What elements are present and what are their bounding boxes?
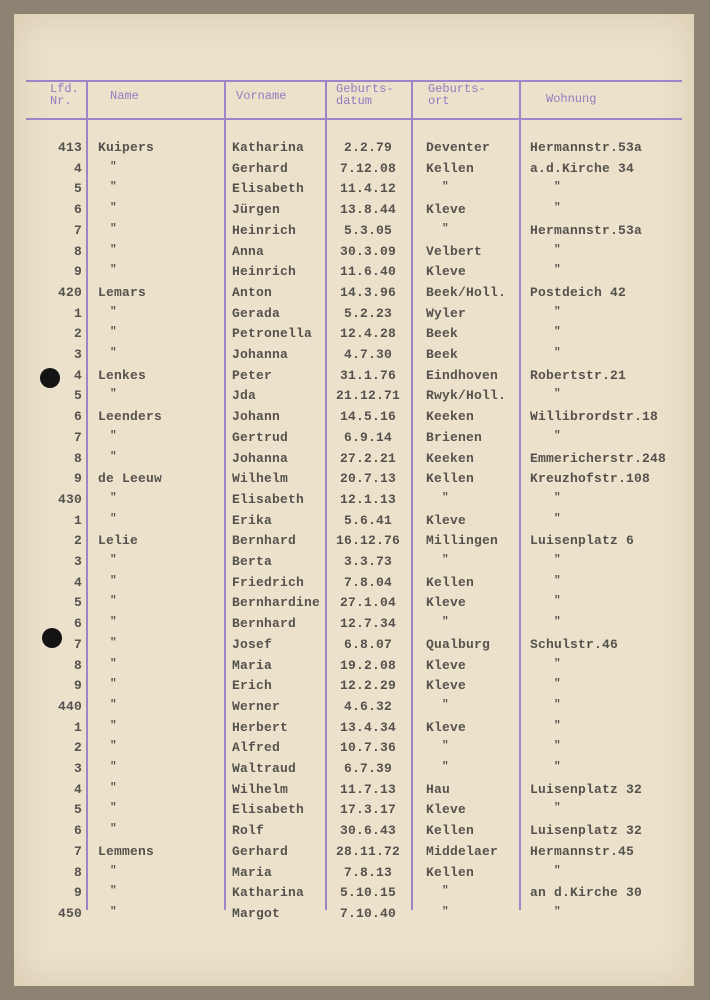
row-geburtsort: " xyxy=(442,698,449,711)
row-geburtsdatum: 11.4.12 xyxy=(339,181,396,197)
row-wohnung: " xyxy=(554,698,561,711)
row-number: 440 xyxy=(57,698,82,714)
row-vorname: Werner xyxy=(232,698,281,714)
row-vorname: Friedrich xyxy=(232,574,305,590)
row-geburtsort: Hau xyxy=(426,781,451,797)
row-wohnung: " xyxy=(554,802,561,815)
row-wohnung: Hermannstr.53a xyxy=(530,222,643,238)
row-vorname: Erika xyxy=(232,512,273,528)
row-wohnung: Postdeich 42 xyxy=(530,284,627,300)
row-geburtsdatum: 21.12.71 xyxy=(335,388,400,404)
row-geburtsdatum: 19.2.08 xyxy=(339,657,396,673)
row-number: 9 xyxy=(73,471,82,487)
row-name: Lemars xyxy=(98,284,147,300)
row-vorname: Gerhard xyxy=(232,160,289,176)
row-number: 413 xyxy=(57,140,82,155)
row-vorname: Wilhelm xyxy=(232,471,289,487)
row-vorname: Gerada xyxy=(232,305,281,321)
row-wohnung: " xyxy=(554,864,561,877)
row-number: 9 xyxy=(73,885,82,901)
row-geburtsdatum: 13.4.34 xyxy=(339,719,396,735)
row-vorname: Maria xyxy=(232,864,273,880)
row-number: 2 xyxy=(73,533,82,549)
table-row xyxy=(0,513,710,533)
row-geburtsdatum: 5.10.15 xyxy=(339,885,396,901)
row-name: " xyxy=(110,202,117,215)
row-vorname: Anton xyxy=(232,284,273,300)
table-row xyxy=(0,244,710,264)
row-wohnung: " xyxy=(554,554,561,566)
row-vorname: Elisabeth xyxy=(232,181,305,197)
row-vorname: Bernhardine xyxy=(232,595,321,611)
row-geburtsort: Keeken xyxy=(426,409,475,425)
row-name: " xyxy=(110,554,117,566)
row-geburtsort: Kleve xyxy=(426,595,467,611)
row-name: " xyxy=(110,823,117,836)
row-wohnung: " xyxy=(554,678,561,691)
row-geburtsdatum: 12.2.29 xyxy=(339,678,396,694)
row-name: " xyxy=(110,450,117,463)
row-vorname: Katharina xyxy=(232,885,305,901)
row-name: " xyxy=(110,264,117,277)
row-wohnung: " xyxy=(554,305,561,318)
table-row xyxy=(0,844,710,864)
row-name: Leenders xyxy=(98,409,163,425)
row-wohnung: Luisenplatz 6 xyxy=(530,533,635,549)
row-wohnung: " xyxy=(554,595,561,608)
row-geburtsdatum: 4.7.30 xyxy=(343,347,392,362)
row-number: 5 xyxy=(73,388,82,404)
table-row xyxy=(0,347,710,367)
row-geburtsdatum: 28.11.72 xyxy=(335,843,400,859)
row-geburtsdatum: 12.1.13 xyxy=(339,491,396,507)
row-number: 420 xyxy=(57,284,82,300)
row-name: " xyxy=(110,491,117,504)
table-row xyxy=(0,451,710,471)
row-geburtsdatum: 14.3.96 xyxy=(339,284,396,300)
row-geburtsort: Kleve xyxy=(426,264,467,280)
row-vorname: Bernhard xyxy=(232,533,297,549)
row-geburtsdatum: 20.7.13 xyxy=(339,471,396,487)
row-wohnung: " xyxy=(554,574,561,587)
row-geburtsort: Kleve xyxy=(426,678,467,694)
row-wohnung: Hermannstr.45 xyxy=(530,843,635,859)
row-number: 4 xyxy=(73,574,82,590)
row-geburtsort: Kellen xyxy=(426,160,475,176)
row-geburtsort: Wyler xyxy=(426,305,467,321)
header-geburtsdatum: Geburts- datum xyxy=(336,82,394,108)
row-geburtsdatum: 12.7.34 xyxy=(339,616,396,632)
row-geburtsdatum: 6.8.07 xyxy=(343,636,392,652)
row-name: Lenkes xyxy=(98,367,147,383)
table-row xyxy=(0,616,710,636)
row-vorname: Peter xyxy=(232,367,273,383)
row-name: " xyxy=(110,864,117,877)
header-bottom-rule xyxy=(26,118,682,120)
row-geburtsort: Middelaer xyxy=(426,843,499,859)
row-geburtsdatum: 7.10.40 xyxy=(339,905,396,921)
row-wohnung: Hermannstr.53a xyxy=(530,140,643,155)
row-wohnung: an d.Kirche 30 xyxy=(530,885,643,901)
row-name: de Leeuw xyxy=(98,471,163,487)
row-wohnung: Luisenplatz 32 xyxy=(530,823,643,839)
row-geburtsort: Deventer xyxy=(426,140,491,155)
row-geburtsort: Kellen xyxy=(426,823,475,839)
row-wohnung: " xyxy=(554,326,561,339)
row-wohnung: " xyxy=(554,761,561,773)
row-vorname: Erich xyxy=(232,678,273,694)
row-number: 7 xyxy=(73,843,82,859)
row-geburtsdatum: 13.8.44 xyxy=(339,202,396,218)
row-name: " xyxy=(110,885,117,898)
table-row xyxy=(0,740,710,760)
row-vorname: Rolf xyxy=(232,823,265,839)
row-wohnung: " xyxy=(554,429,561,442)
row-number: 6 xyxy=(73,202,82,218)
row-geburtsort: " xyxy=(442,740,449,753)
table-row xyxy=(0,865,710,885)
header-wohnung: Wohnung xyxy=(546,92,597,106)
row-number: 7 xyxy=(73,636,82,652)
row-name: Kuipers xyxy=(98,140,155,155)
table-row xyxy=(0,554,710,574)
row-geburtsdatum: 11.7.13 xyxy=(339,781,396,797)
row-wohnung: " xyxy=(554,740,561,753)
row-number: 3 xyxy=(73,761,82,776)
row-name: " xyxy=(110,326,117,339)
row-number: 8 xyxy=(73,450,82,466)
row-geburtsdatum: 6.9.14 xyxy=(343,429,392,445)
row-number: 8 xyxy=(73,864,82,880)
row-name: " xyxy=(110,657,117,670)
row-geburtsdatum: 16.12.76 xyxy=(335,533,400,549)
row-geburtsdatum: 30.3.09 xyxy=(339,243,396,259)
row-vorname: Waltraud xyxy=(232,761,297,776)
row-name: " xyxy=(110,719,117,732)
row-vorname: Jda xyxy=(232,388,257,404)
row-vorname: Berta xyxy=(232,554,273,569)
row-name: " xyxy=(110,636,117,649)
row-wohnung: " xyxy=(554,202,561,215)
header-name: Name xyxy=(110,89,139,103)
row-vorname: Katharina xyxy=(232,140,305,155)
row-geburtsort: " xyxy=(442,885,449,898)
row-geburtsdatum: 11.6.40 xyxy=(339,264,396,280)
row-geburtsdatum: 4.6.32 xyxy=(343,698,392,714)
row-number: 4 xyxy=(73,160,82,176)
row-wohnung: Kreuzhofstr.108 xyxy=(530,471,651,487)
row-wohnung: " xyxy=(554,616,561,629)
row-geburtsort: Beek/Holl. xyxy=(426,284,507,300)
row-name: " xyxy=(110,698,117,711)
row-wohnung: Emmericherstr.248 xyxy=(530,450,667,466)
row-geburtsort: " xyxy=(442,905,449,918)
row-vorname: Wilhelm xyxy=(232,781,289,797)
row-number: 1 xyxy=(73,719,82,735)
table-row xyxy=(0,637,710,657)
row-number: 5 xyxy=(73,181,82,197)
table-row xyxy=(0,823,710,843)
table-row xyxy=(0,223,710,243)
row-name: " xyxy=(110,616,117,629)
row-vorname: Elisabeth xyxy=(232,802,305,818)
row-number: 6 xyxy=(73,823,82,839)
row-vorname: Heinrich xyxy=(232,222,297,238)
row-name: " xyxy=(110,305,117,318)
row-name: " xyxy=(110,802,117,815)
row-number: 6 xyxy=(73,616,82,632)
row-number: 430 xyxy=(57,491,82,507)
row-wohnung: " xyxy=(554,347,561,359)
row-number: 5 xyxy=(73,595,82,611)
table-row xyxy=(0,678,710,698)
row-vorname: Johanna xyxy=(232,347,289,362)
row-number: 9 xyxy=(73,264,82,280)
row-geburtsort: Keeken xyxy=(426,450,475,466)
row-name: " xyxy=(110,595,117,608)
table-row xyxy=(0,368,710,388)
table-row xyxy=(0,181,710,201)
row-geburtsort: Kleve xyxy=(426,512,467,528)
row-vorname: Johanna xyxy=(232,450,289,466)
table-row xyxy=(0,140,710,160)
table-row xyxy=(0,306,710,326)
row-geburtsort: Eindhoven xyxy=(426,367,499,383)
row-name: " xyxy=(110,781,117,794)
row-wohnung: Schulstr.46 xyxy=(530,636,619,652)
row-wohnung: " xyxy=(554,719,561,732)
header-lfd-nr: Lfd. Nr. xyxy=(50,82,79,108)
row-number: 4 xyxy=(73,781,82,797)
row-geburtsdatum: 31.1.76 xyxy=(339,367,396,383)
row-geburtsdatum: 17.3.17 xyxy=(339,802,396,818)
table-row xyxy=(0,575,710,595)
row-geburtsdatum: 10.7.36 xyxy=(339,740,396,756)
row-geburtsort: Kellen xyxy=(426,864,475,880)
table-row xyxy=(0,761,710,781)
table-row xyxy=(0,885,710,905)
row-wohnung: a.d.Kirche 34 xyxy=(530,160,635,176)
row-name: " xyxy=(110,429,117,442)
row-geburtsdatum: 2.2.79 xyxy=(343,140,392,155)
table-row xyxy=(0,285,710,305)
row-vorname: Gertrud xyxy=(232,429,289,445)
row-wohnung: Robertstr.21 xyxy=(530,367,627,383)
row-vorname: Johann xyxy=(232,409,281,425)
row-geburtsort: Brienen xyxy=(426,429,483,445)
row-name: " xyxy=(110,574,117,587)
row-geburtsort: " xyxy=(442,491,449,504)
row-name: " xyxy=(110,905,117,918)
row-name: " xyxy=(110,388,117,401)
row-name: " xyxy=(110,243,117,256)
row-vorname: Herbert xyxy=(232,719,289,735)
row-geburtsort: Beek xyxy=(426,347,459,362)
row-number: 1 xyxy=(73,512,82,528)
row-geburtsort: " xyxy=(442,222,449,235)
row-number: 8 xyxy=(73,243,82,259)
row-geburtsort: Millingen xyxy=(426,533,499,549)
row-wohnung: " xyxy=(554,491,561,504)
table-row xyxy=(0,699,710,719)
row-geburtsdatum: 3.3.73 xyxy=(343,554,392,569)
row-wohnung: " xyxy=(554,905,561,918)
row-vorname: Anna xyxy=(232,243,265,259)
row-wohnung: " xyxy=(554,657,561,670)
row-number: 9 xyxy=(73,678,82,694)
row-geburtsdatum: 5.6.41 xyxy=(343,512,392,528)
row-wohnung: Willibrordstr.18 xyxy=(530,409,659,425)
row-name: " xyxy=(110,512,117,525)
row-name: Lelie xyxy=(98,533,139,549)
row-vorname: Josef xyxy=(232,636,273,652)
row-number: 1 xyxy=(73,305,82,321)
row-geburtsort: Kleve xyxy=(426,657,467,673)
table-row xyxy=(0,906,710,926)
row-wohnung: " xyxy=(554,181,561,194)
row-number: 5 xyxy=(73,802,82,818)
row-number: 7 xyxy=(73,222,82,238)
table-row xyxy=(0,802,710,822)
row-number: 450 xyxy=(57,905,82,921)
table-row xyxy=(0,782,710,802)
row-geburtsdatum: 7.8.13 xyxy=(343,864,392,880)
row-geburtsort: " xyxy=(442,554,449,566)
header-geburtsort: Geburts- ort xyxy=(428,82,486,108)
table-row xyxy=(0,264,710,284)
row-number: 3 xyxy=(73,554,82,569)
row-vorname: Bernhard xyxy=(232,616,297,632)
row-vorname: Gerhard xyxy=(232,843,289,859)
row-wohnung: " xyxy=(554,388,561,401)
table-row xyxy=(0,388,710,408)
row-name: Lemmens xyxy=(98,843,155,859)
row-number: 4 xyxy=(73,367,82,383)
table-row xyxy=(0,658,710,678)
table-row xyxy=(0,533,710,553)
row-geburtsort: " xyxy=(442,616,449,629)
row-wohnung: " xyxy=(554,264,561,277)
row-geburtsdatum: 7.8.04 xyxy=(343,574,392,590)
table-row xyxy=(0,430,710,450)
table-row xyxy=(0,595,710,615)
row-name: " xyxy=(110,160,117,173)
row-geburtsdatum: 7.12.08 xyxy=(339,160,396,176)
row-vorname: Alfred xyxy=(232,740,281,756)
row-geburtsort: Qualburg xyxy=(426,636,491,652)
row-number: 8 xyxy=(73,657,82,673)
row-name: " xyxy=(110,347,117,359)
row-geburtsdatum: 6.7.39 xyxy=(343,761,392,776)
row-geburtsort: Kleve xyxy=(426,719,467,735)
table-row xyxy=(0,326,710,346)
row-vorname: Jürgen xyxy=(232,202,281,218)
row-wohnung: " xyxy=(554,243,561,256)
row-name: " xyxy=(110,761,117,773)
row-vorname: Margot xyxy=(232,905,281,921)
table-row xyxy=(0,492,710,512)
row-vorname: Elisabeth xyxy=(232,491,305,507)
row-vorname: Heinrich xyxy=(232,264,297,280)
row-geburtsort: Kellen xyxy=(426,471,475,487)
row-vorname: Maria xyxy=(232,657,273,673)
row-name: " xyxy=(110,740,117,753)
row-number: 3 xyxy=(73,347,82,362)
row-geburtsort: Beek xyxy=(426,326,459,342)
row-geburtsort: Rwyk/Holl. xyxy=(426,388,507,404)
row-geburtsdatum: 30.6.43 xyxy=(339,823,396,839)
row-number: 7 xyxy=(73,429,82,445)
table-row xyxy=(0,161,710,181)
row-geburtsort: Velbert xyxy=(426,243,483,259)
table-row xyxy=(0,202,710,222)
row-geburtsort: " xyxy=(442,761,449,773)
table-row xyxy=(0,471,710,491)
row-name: " xyxy=(110,678,117,691)
row-geburtsdatum: 12.4.28 xyxy=(339,326,396,342)
row-geburtsort: Kleve xyxy=(426,802,467,818)
row-wohnung: " xyxy=(554,512,561,525)
row-geburtsdatum: 5.2.23 xyxy=(343,305,392,321)
row-geburtsdatum: 14.5.16 xyxy=(339,409,396,425)
row-geburtsort: " xyxy=(442,181,449,194)
row-number: 2 xyxy=(73,740,82,756)
row-number: 2 xyxy=(73,326,82,342)
row-geburtsdatum: 27.1.04 xyxy=(339,595,396,611)
table-row xyxy=(0,720,710,740)
header-vorname: Vorname xyxy=(236,89,287,103)
row-wohnung: Luisenplatz 32 xyxy=(530,781,643,797)
row-number: 6 xyxy=(73,409,82,425)
row-geburtsdatum: 27.2.21 xyxy=(339,450,396,466)
row-vorname: Petronella xyxy=(232,326,313,342)
row-geburtsdatum: 5.3.05 xyxy=(343,222,392,238)
row-name: " xyxy=(110,181,117,194)
table-row xyxy=(0,409,710,429)
row-geburtsort: Kellen xyxy=(426,574,475,590)
row-geburtsort: Kleve xyxy=(426,202,467,218)
row-name: " xyxy=(110,222,117,235)
